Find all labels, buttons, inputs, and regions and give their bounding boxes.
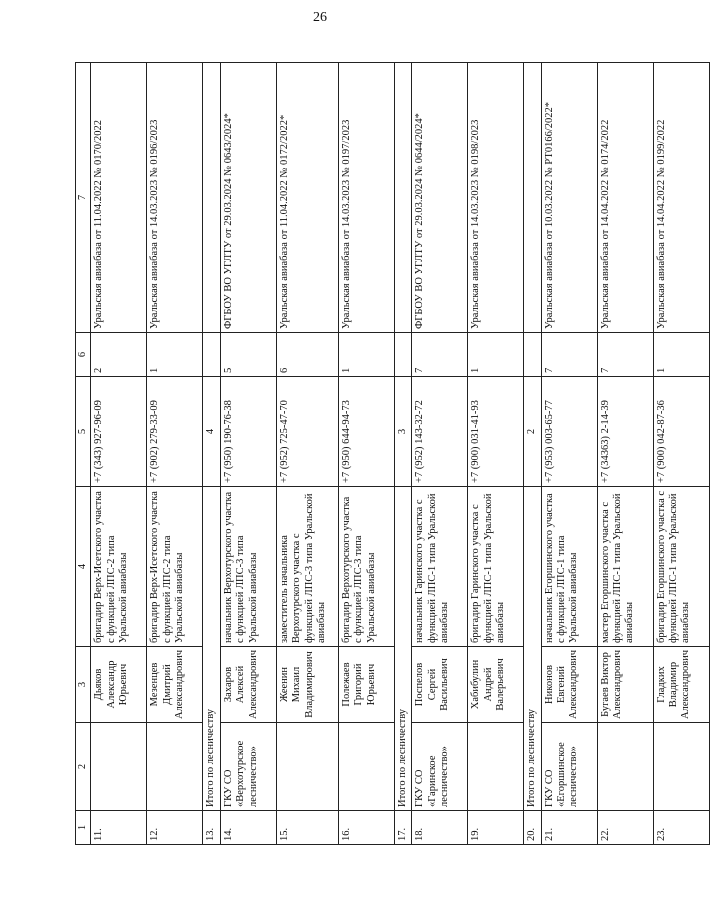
person-name-cell: Никонов Евгений Александрович xyxy=(541,647,597,723)
row-number-cell: 15. xyxy=(276,811,338,845)
position-cell: бригадир Верх-Исетского участка с функцией ЛПС-2 типа Уральской авиабазы xyxy=(91,487,147,647)
count-cell: 7 xyxy=(541,333,597,377)
table-row xyxy=(220,63,276,845)
row-number-cell: 23. xyxy=(653,811,709,845)
person-name-cell: Захаров Алексей Александрович xyxy=(220,647,276,723)
person-name-cell: Поспелов Сергей Васильевич xyxy=(412,647,468,723)
count-cell: 6 xyxy=(276,333,338,377)
column-header: 2 xyxy=(76,723,91,811)
empty-cell xyxy=(394,333,411,377)
phone-cell: +7 (952) 725-47-70 xyxy=(276,377,338,487)
count-cell: 1 xyxy=(147,333,203,377)
document-cell: Уральская авиабаза от 14.03.2023 № 0196/2023 xyxy=(147,63,203,333)
count-cell: 5 xyxy=(220,333,276,377)
empty-cell xyxy=(524,333,541,377)
phone-cell: +7 (34363) 2-14-39 xyxy=(597,377,653,487)
position-cell: бригадир Верх-Исетского участка с функцией ЛПС-2 типа Уральской авиабазы xyxy=(147,487,203,647)
total-row xyxy=(203,63,220,845)
empty-cell xyxy=(524,63,541,333)
position-cell: мастер Егоршинского участка с функцией ЛПС-1 типа Уральской авиабазы xyxy=(597,487,653,647)
table-row xyxy=(338,63,394,845)
row-number-cell: 12. xyxy=(147,811,203,845)
column-header: 5 xyxy=(76,377,91,487)
organization-cell xyxy=(276,723,338,811)
column-header: 4 xyxy=(76,487,91,647)
column-header: 6 xyxy=(76,333,91,377)
phone-cell: +7 (902) 279-33-09 xyxy=(147,377,203,487)
table-row xyxy=(147,63,203,845)
empty-cell xyxy=(394,63,411,333)
organization-cell xyxy=(468,723,524,811)
rotated-table-frame xyxy=(75,63,692,845)
row-number-cell: 17. xyxy=(394,811,411,845)
person-name-cell: Дьяков Александр Юрьевич xyxy=(91,647,147,723)
total-row xyxy=(394,63,411,845)
count-cell: 1 xyxy=(338,333,394,377)
count-cell: 7 xyxy=(412,333,468,377)
total-label-cell: Итого по лесничеству xyxy=(203,487,220,811)
row-number-cell: 16. xyxy=(338,811,394,845)
organization-cell xyxy=(147,723,203,811)
table-row xyxy=(653,63,709,845)
column-header: 1 xyxy=(76,811,91,845)
row-number-cell: 20. xyxy=(524,811,541,845)
table-row xyxy=(91,63,147,845)
row-number-cell: 22. xyxy=(597,811,653,845)
phone-cell: +7 (343) 927-96-09 xyxy=(91,377,147,487)
phone-cell: +7 (952) 143-32-72 xyxy=(412,377,468,487)
column-number-row xyxy=(76,63,91,845)
page-number: 26 xyxy=(313,10,327,25)
document-cell: Уральская авиабаза от 14.03.2023 № 0197/2023 xyxy=(338,63,394,333)
document-cell: Уральская авиабаза от 14.04.2022 № 0199/2022 xyxy=(653,63,709,333)
document-cell: Уральская авиабаза от 14.04.2022 № 0174/2022 xyxy=(597,63,653,333)
total-value-cell: 2 xyxy=(524,377,541,487)
position-cell: заместитель начальника Верхотурского участка с функцией ЛПС-3 типа Уральской авиабазы xyxy=(276,487,338,647)
person-name-cell: Полежаев Григорий Юрьевич xyxy=(338,647,394,723)
column-header: 7 xyxy=(76,63,91,333)
phone-cell: +7 (950) 190-76-38 xyxy=(220,377,276,487)
person-name-cell: Мезенцев Дмитрий Александрович xyxy=(147,647,203,723)
count-cell: 7 xyxy=(597,333,653,377)
position-cell: начальник Гаринского участка с функцией ЛПС-1 типа Уральской авиабазы xyxy=(412,487,468,647)
empty-cell xyxy=(203,333,220,377)
count-cell: 2 xyxy=(91,333,147,377)
position-cell: бригадир Гаринского участка с функцией ЛПС-1 типа Уральской авиабазы xyxy=(468,487,524,647)
phone-cell: +7 (900) 042-87-36 xyxy=(653,377,709,487)
table-body xyxy=(76,63,710,845)
position-cell: бригадир Верхотурского участка с функцией ЛПС-3 типа Уральской авиабазы xyxy=(338,487,394,647)
total-row xyxy=(524,63,541,845)
total-value-cell: 4 xyxy=(203,377,220,487)
document-cell: Уральская авиабаза от 14.03.2023 № 0198/2023 xyxy=(468,63,524,333)
position-cell: бригадир Егоршинского участка с функцией ЛПС-1 типа Уральской авиабазы xyxy=(653,487,709,647)
person-name-cell: Хабибулин Андрей Валерьевич xyxy=(468,647,524,723)
total-label-cell: Итого по лесничеству xyxy=(524,487,541,811)
document-cell: ФГБОУ ВО УГЛТУ от 29.03.2024 № 0644/2024* xyxy=(412,63,468,333)
document-cell: Уральская авиабаза от 11.04.2022 № 0170/2022 xyxy=(91,63,147,333)
table-row xyxy=(412,63,468,845)
row-number-cell: 14. xyxy=(220,811,276,845)
position-cell: начальник Егоршинского участка с функцией ЛПС-1 типа Уральской авиабазы xyxy=(541,487,597,647)
total-value-cell: 3 xyxy=(394,377,411,487)
document-cell: ФГБОУ ВО УГЛТУ от 29.03.2024 № 0643/2024* xyxy=(220,63,276,333)
row-number-cell: 11. xyxy=(91,811,147,845)
phone-cell: +7 (953) 003-65-77 xyxy=(541,377,597,487)
organization-cell xyxy=(338,723,394,811)
person-name-cell: Бугаев Виктор Александрович xyxy=(597,647,653,723)
phone-cell: +7 (900) 031-41-93 xyxy=(468,377,524,487)
document-cell: Уральская авиабаза от 10.03.2022 № РТ0166/2022* xyxy=(541,63,597,333)
row-number-cell: 21. xyxy=(541,811,597,845)
total-label-cell: Итого по лесничеству xyxy=(394,487,411,811)
document-cell: Уральская авиабаза от 11.04.2022 № 0172/2022* xyxy=(276,63,338,333)
table-row xyxy=(276,63,338,845)
position-cell: начальник Верхотурского участка с функцией ЛПС-3 типа Уральской авиабазы xyxy=(220,487,276,647)
organization-cell: ГКУ СО «Верхотурское лесничество» xyxy=(220,723,276,811)
person-name-cell: Жеенин Михаил Владимирович xyxy=(276,647,338,723)
organization-cell: ГКУ СО «Егоршинское лесничество» xyxy=(541,723,597,811)
row-number-cell: 13. xyxy=(203,811,220,845)
row-number-cell: 19. xyxy=(468,811,524,845)
organization-cell xyxy=(597,723,653,811)
phone-cell: +7 (950) 644-94-73 xyxy=(338,377,394,487)
table-row xyxy=(597,63,653,845)
table-row xyxy=(541,63,597,845)
count-cell: 1 xyxy=(653,333,709,377)
empty-cell xyxy=(203,63,220,333)
organization-cell xyxy=(91,723,147,811)
staff-table xyxy=(75,62,710,845)
organization-cell xyxy=(653,723,709,811)
column-header: 3 xyxy=(76,647,91,723)
organization-cell: ГКУ СО «Гаринское лесничество» xyxy=(412,723,468,811)
count-cell: 1 xyxy=(468,333,524,377)
person-name-cell: Гладких Владимир Александрович xyxy=(653,647,709,723)
row-number-cell: 18. xyxy=(412,811,468,845)
table-row xyxy=(468,63,524,845)
